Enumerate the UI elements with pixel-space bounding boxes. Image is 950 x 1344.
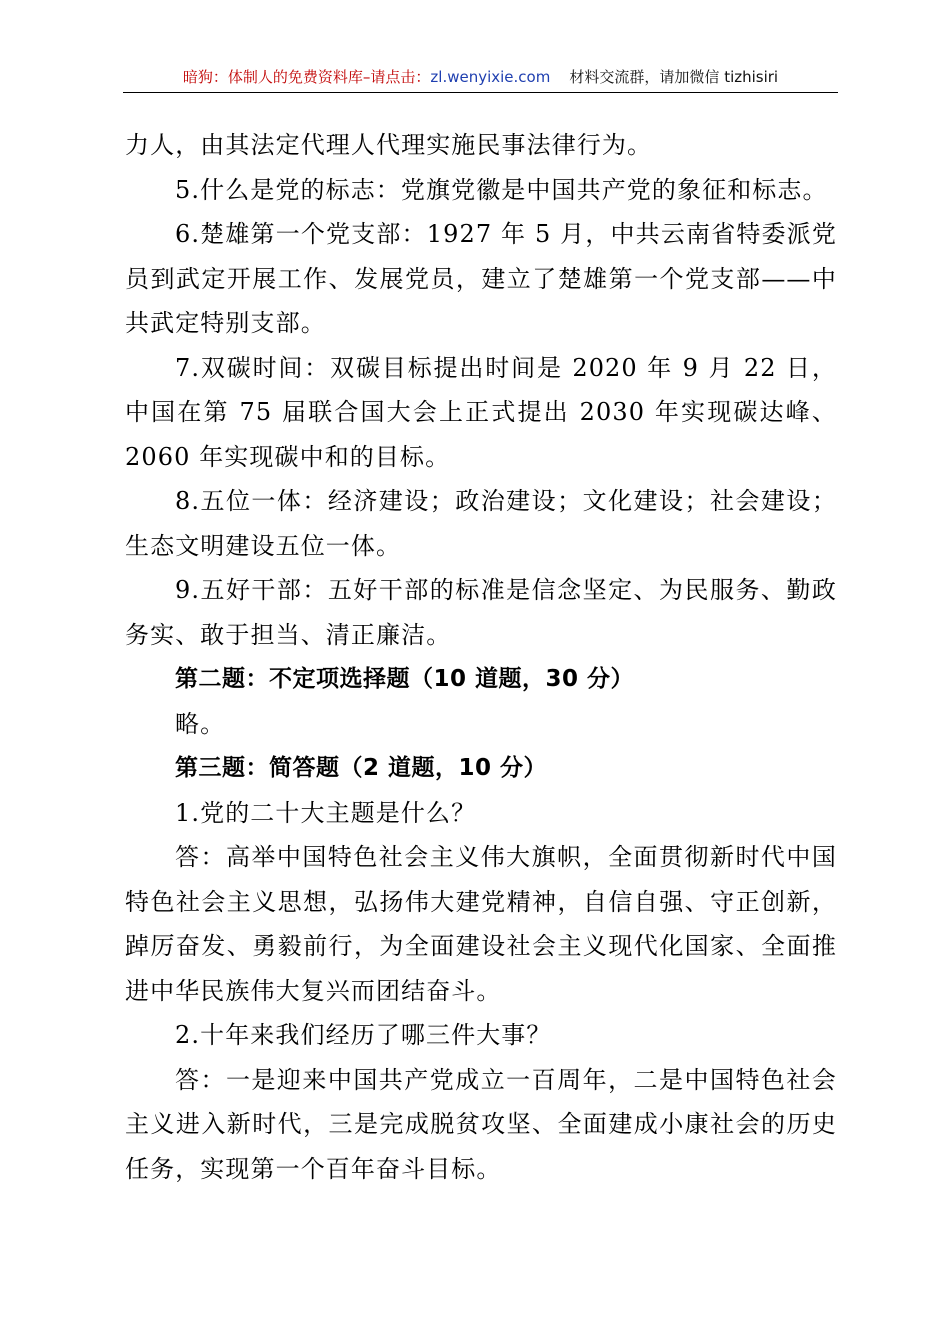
header-site-name: 暗狗：体制人的免费资料库 (182, 68, 363, 86)
item-9-five-good-cadres: 9.五好干部：五好干部的标准是信念坚定、为民服务、勤政务实、敢于担当、清正廉洁。 (125, 576, 837, 649)
header-contact: 材料交流群，请加微信 tizhisiri (569, 68, 779, 86)
question-2: 2.十年来我们经历了哪三件大事？ (175, 1021, 552, 1049)
section-2-body: 略。 (175, 709, 226, 738)
item-6-first-branch: 6.楚雄第一个党支部：1927 年 5 月，中共云南省特委派党员到武定开展工作、发展党员，建立了楚雄第一个党支部——中共武定特别支部。 (125, 220, 837, 337)
page-header (123, 66, 838, 93)
paragraph-continuation: 力人，由其法定代理人代理实施民事法律行为。 (125, 131, 653, 159)
item-7-dual-carbon: 7.双碳时间：双碳目标提出时间是 2020 年 9 月 22 日，中国在第 75 届联合国大会上正式提出 2030 年实现碳达峰、2060 年实现碳中和的目标。 (125, 353, 837, 471)
answer-1: 答：高举中国特色社会主义伟大旗帜，全面贯彻新时代中国特色社会主义思想，弘扬伟大建党精神，自信自强、守正创新，踔厉奋发、勇毅前行，为全面建设社会主义现代化国家、全面推进中华民族伟大复兴而团结奋斗。 (125, 843, 837, 1005)
header-url-link[interactable]: zl.wenyixie.com (430, 68, 551, 86)
section-3-heading: 第三题：简答题（2 道题，10 分） (175, 755, 548, 781)
answer-2: 答：一是迎来中国共产党成立一百周年，二是中国特色社会主义进入新时代，三是完成脱贫攻坚、全面建成小康社会的历史任务，实现第一个百年奋斗目标。 (125, 1065, 837, 1183)
question-1: 1.党的二十大主题是什么？ (175, 798, 477, 827)
section-2-heading: 第二题：不定项选择题（10 道题，30 分） (175, 666, 635, 692)
item-8-five-in-one: 8.五位一体：经济建设；政治建设；文化建设；社会建设；生态文明建设五位一体。 (125, 487, 837, 560)
header-click-prefix: –请点击： (362, 68, 431, 86)
item-5-party-symbol: 5.什么是党的标志：党旗党徽是中国共产党的象征和标志。 (175, 175, 828, 204)
document-body (125, 123, 837, 1191)
